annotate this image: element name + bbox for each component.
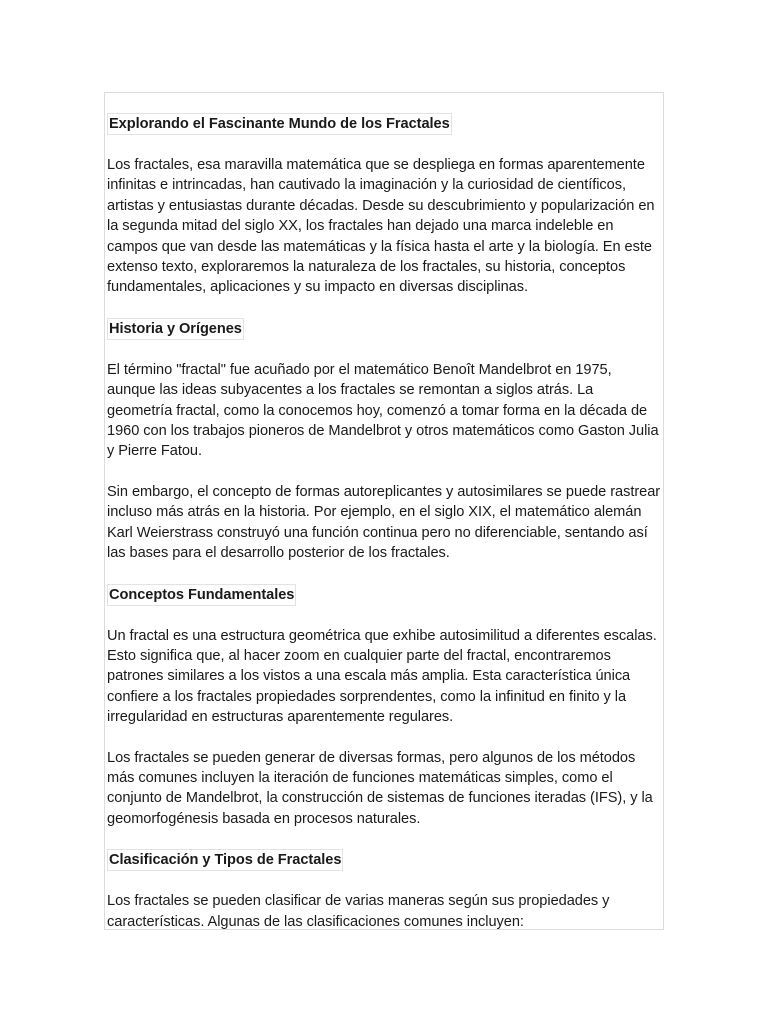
historia-paragraph-1: El término "fractal" fue acuñado por el matemático Benoît Mandelbrot en 1975, aunque las ideas subyacentes a los fractales se remontan a siglos atrás. La geometría fractal, como la conocemos hoy, comenzó a tomar forma en la década de 1960 con los trabajos pioneros de Mandelbrot y otros matemáticos como Gaston Julia y Pierre Fatou. <box>107 361 659 460</box>
document-content <box>107 113 661 930</box>
section-heading-conceptos: Conceptos Fundamentales <box>107 584 296 606</box>
section-heading-clasificacion: Clasificación y Tipos de Fractales <box>107 849 343 871</box>
section-heading-historia: Historia y Orígenes <box>107 318 244 340</box>
conceptos-paragraph-1: Un fractal es una estructura geométrica que exhibe autosimilitud a diferentes escalas. Esto significa que, al hacer zoom en cualquier parte del fractal, encontraremos patrones similares a los vistos a una escala más amplia. Esta característica única confiere a los fractales propiedades sorprendentes, como la infinitud en finito y la irregularidad en estructuras aparentemente regulares. <box>107 627 657 726</box>
intro-paragraph: Los fractales, esa maravilla matemática que se despliega en formas aparentemente infinitas e intrincadas, han cautivado la imaginación y la curiosidad de científicos, artistas y entusiastas durante décadas. Desde su descubrimiento y popularización en la segunda mitad del siglo XX, los fractales han dejado una marca indeleble en campos que van desde las matemáticas y la física hasta el arte y la biología. En este extenso texto, exploraremos la naturaleza de los fractales, su historia, conceptos fundamentales, aplicaciones y su impacto en diversas disciplinas. <box>107 157 655 296</box>
document-page <box>104 92 664 930</box>
conceptos-paragraph-2: Los fractales se pueden generar de diversas formas, pero algunos de los métodos más comunes incluyen la iteración de funciones matemáticas simples, como el conjunto de Mandelbrot, la construcción de sistemas de funciones iteradas (IFS), y la geomorfogénesis basada en procesos naturales. <box>107 749 653 827</box>
clasificacion-paragraph-1: Los fractales se pueden clasificar de varias maneras según sus propiedades y características. Algunas de las clasificaciones comunes incluyen: <box>107 893 610 930</box>
document-title: Explorando el Fascinante Mundo de los Fractales <box>107 113 452 135</box>
historia-paragraph-2: Sin embargo, el concepto de formas autoreplicantes y autosimilares se puede rastrear incluso más atrás en la historia. Por ejemplo, en el siglo XIX, el matemático alemán Karl Weierstrass construyó una función continua pero no diferenciable, sentando así las bases para el desarrollo posterior de los fractales. <box>107 483 661 562</box>
